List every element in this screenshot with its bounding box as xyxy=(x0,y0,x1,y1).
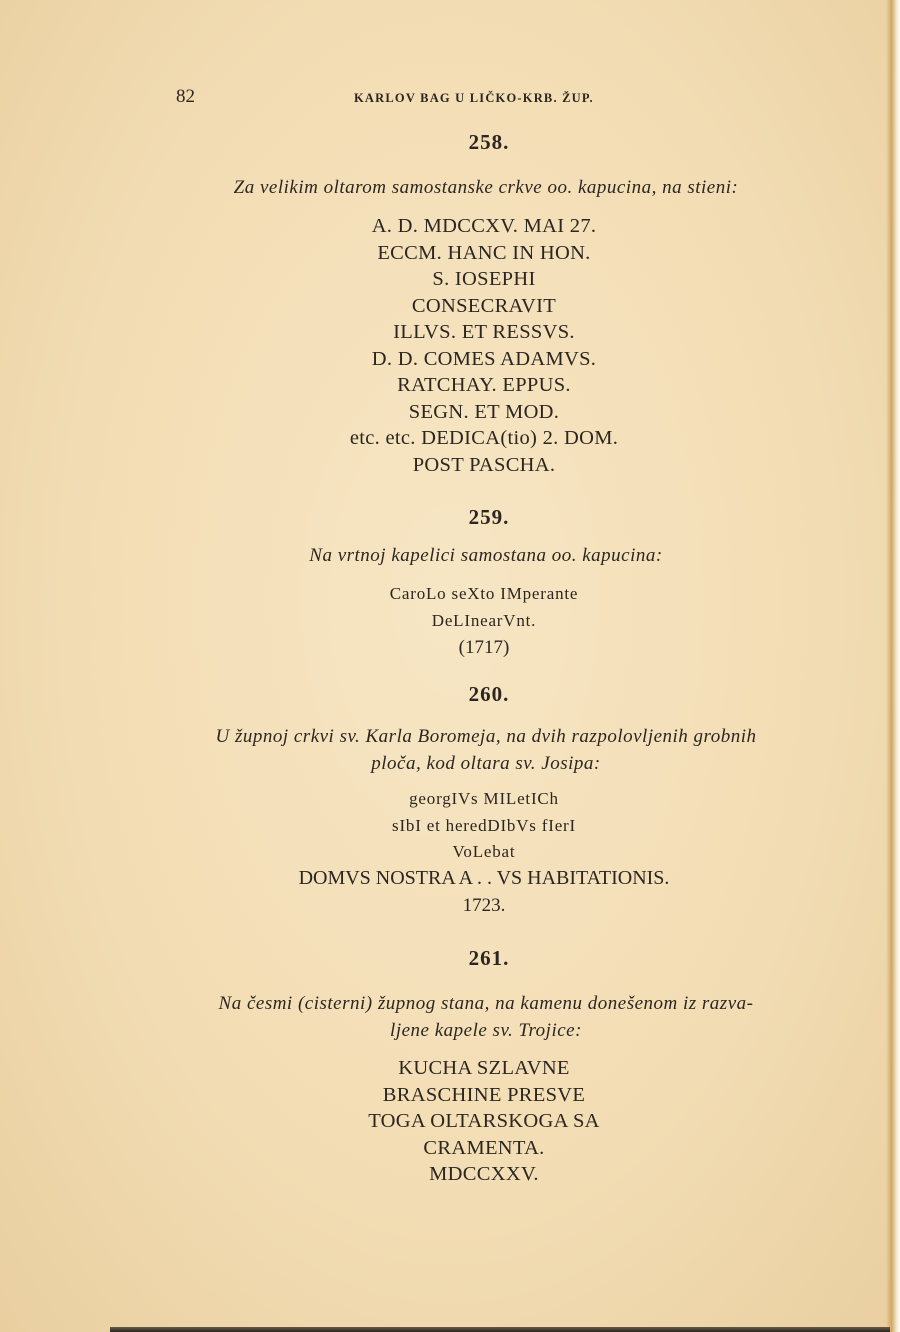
page-number: 82 xyxy=(176,86,195,107)
caption-line: ploča, kod oltara sv. Josipa: xyxy=(371,753,601,774)
entry-caption xyxy=(172,723,800,777)
caption-line: ljene kapele sv. Trojice: xyxy=(390,1020,582,1041)
inscription-line: (1717) xyxy=(458,637,510,658)
entry-caption xyxy=(172,990,800,1044)
inscription-line: POST PASCHA. xyxy=(412,453,556,476)
inscription-line: D. D. COMES ADAMVS. xyxy=(371,347,597,370)
inscription-line: CaroLo seXto IMperante xyxy=(389,584,579,603)
inscription-line: RATCHAY. EPPUS. xyxy=(397,374,571,396)
inscription-line: CRAMENTA. xyxy=(423,1136,545,1159)
inscription-line: ILLVS. ET RESSVS. xyxy=(393,321,575,343)
entry-number: 259. xyxy=(468,505,510,529)
page-header xyxy=(176,86,796,110)
inscription-line: sIbI et heredDIbVs fIerI xyxy=(392,816,576,835)
entry-caption: Za velikim oltarom samostanske crkve oo. kapucina, na stieni: xyxy=(233,177,739,198)
inscription xyxy=(0,213,900,478)
inscription-line: KUCHA SZLAVNE xyxy=(398,1057,570,1079)
inscription-line: ECCM. HANC IN HON. xyxy=(377,241,591,264)
inscription-line: VoLebat xyxy=(452,842,516,861)
inscription-line: BRASCHINE PRESVE xyxy=(382,1083,586,1106)
inscription-line: S. IOSEPHI xyxy=(432,268,536,290)
inscription xyxy=(0,785,900,919)
inscription-line: DeLInearVnt. xyxy=(431,611,537,630)
inscription-line: MDCCXXV. xyxy=(429,1163,539,1185)
inscription-line: etc. etc. DEDICA(tio) 2. DOM. xyxy=(349,427,619,449)
inscription xyxy=(0,1055,900,1188)
entry-number: 260. xyxy=(468,682,510,706)
inscription xyxy=(0,580,900,661)
page-bottom-edge xyxy=(110,1327,890,1332)
inscription-line: georgIVs MILetICh xyxy=(409,789,559,808)
caption-line: Na česmi (cisterni) župnog stana, na kamenu donešenom iz razva- xyxy=(218,993,754,1014)
entry-number: 261. xyxy=(468,946,510,970)
inscription-line: A. D. MDCCXV. MAI 27. xyxy=(371,215,597,237)
entry-number: 258. xyxy=(468,130,510,154)
inscription-line: DOMVS NOSTRA A . . VS HABITATIONIS. xyxy=(298,867,670,889)
inscription-line: TOGA OLTARSKOGA SA xyxy=(368,1110,600,1132)
running-title: KARLOV BAG U LIČKO-KRB. ŽUP. xyxy=(354,91,594,105)
caption-line: U župnoj crkvi sv. Karla Boromeja, na dvih razpolovljenih grobnih xyxy=(215,726,757,747)
inscription-line: 1723. xyxy=(462,895,506,916)
entry-caption: Na vrtnoj kapelici samostana oo. kapucina: xyxy=(309,545,663,566)
inscription-line: SEGN. ET MOD. xyxy=(408,400,560,423)
inscription-line: CONSECRAVIT xyxy=(411,294,557,317)
